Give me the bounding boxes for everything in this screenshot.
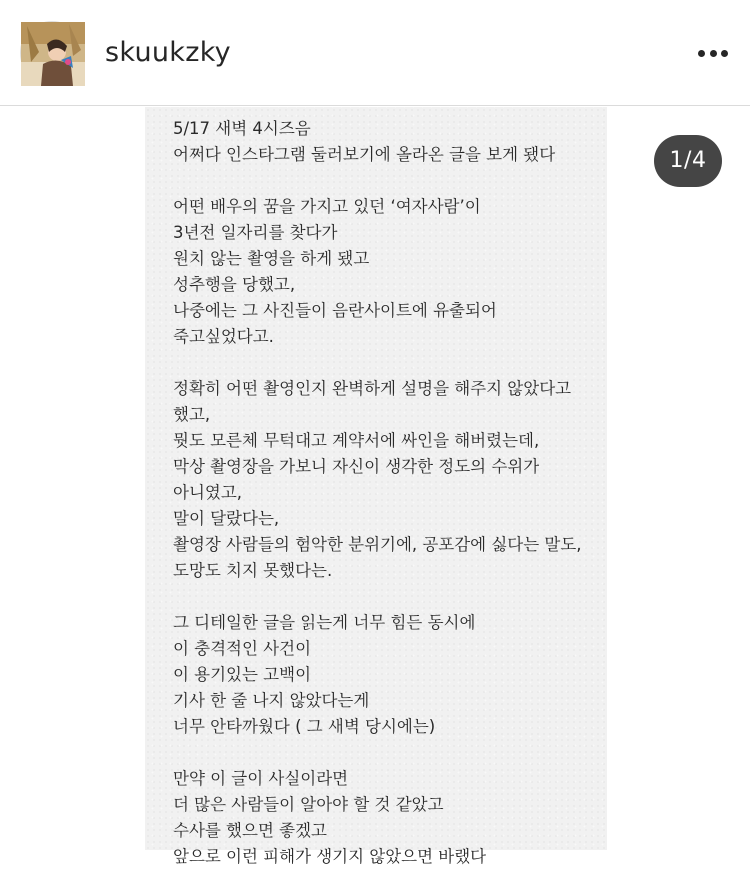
more-horizontal-icon[interactable]	[698, 38, 728, 68]
memo-line: 수사를 했으면 좋겠고	[173, 821, 327, 840]
memo-line: 나중에는 그 사진들이 음란사이트에 유출되어	[173, 301, 497, 320]
carousel-counter: 1/4	[654, 135, 722, 187]
memo-line: 앞으로 이런 피해가 생기지 않았으면 바랬다	[173, 847, 487, 866]
memo-line: 너무 안타까웠다 ( 그 새벽 당시에는)	[173, 717, 436, 736]
memo-line: 3년전 일자리를 찾다가	[173, 223, 338, 242]
memo-line: 기사 한 줄 나지 않았다는게	[173, 691, 370, 710]
memo-line	[173, 740, 593, 766]
memo-line: 어떤 배우의 꿈을 가지고 있던 ‘여자사람’이	[173, 197, 481, 216]
post-media[interactable]	[0, 107, 750, 866]
memo-line: 그 디테일한 글을 읽는게 너무 힘든 동시에	[173, 613, 476, 632]
memo-line: 막상 촬영장을 가보니 자신이 생각한 정도의 수위가	[173, 457, 540, 476]
memo-line: 어쩌다 인스타그램 둘러보기에 올라온 글을 보게 됐다	[173, 145, 556, 164]
memo-line	[173, 584, 593, 610]
memo-line: 했고,	[173, 405, 211, 424]
memo-line	[173, 350, 593, 376]
memo-line: 아니였고,	[173, 483, 243, 502]
post-header	[0, 0, 750, 106]
avatar[interactable]	[20, 21, 84, 85]
more-dot	[721, 50, 728, 57]
memo-line: 더 많은 사람들이 알아야 할 것 같았고	[173, 795, 444, 814]
memo-line: 이 충격적인 사건이	[173, 639, 312, 658]
memo-line: 이 용기있는 고백이	[173, 665, 312, 684]
memo-line: 5/17 새벽 4시즈음	[173, 119, 311, 138]
memo-line: 촬영장 사람들의 험악한 분위기에, 공포감에 싫다는 말도,	[173, 535, 582, 554]
more-dot	[698, 50, 705, 57]
memo-line: 말이 달랐다는,	[173, 509, 280, 528]
memo-line: 도망도 치지 못했다는.	[173, 561, 333, 580]
memo-text	[173, 116, 593, 870]
memo-line: 성추행을 당했고,	[173, 275, 296, 294]
memo-line: 뭣도 모른체 무턱대고 계약서에 싸인을 해버렸는데,	[173, 431, 540, 450]
memo-line: 만약 이 글이 사실이라면	[173, 769, 349, 788]
avatar-photo	[21, 22, 85, 86]
more-dot	[710, 50, 717, 57]
memo-line: 죽고싶었다고.	[173, 327, 274, 346]
memo-line: 정확히 어떤 촬영인지 완벽하게 설명을 해주지 않았다고	[173, 379, 572, 398]
memo-line: 원치 않는 촬영을 하게 됐고	[173, 249, 370, 268]
memo-line	[173, 168, 593, 194]
username[interactable]: skuukzky	[105, 37, 231, 68]
